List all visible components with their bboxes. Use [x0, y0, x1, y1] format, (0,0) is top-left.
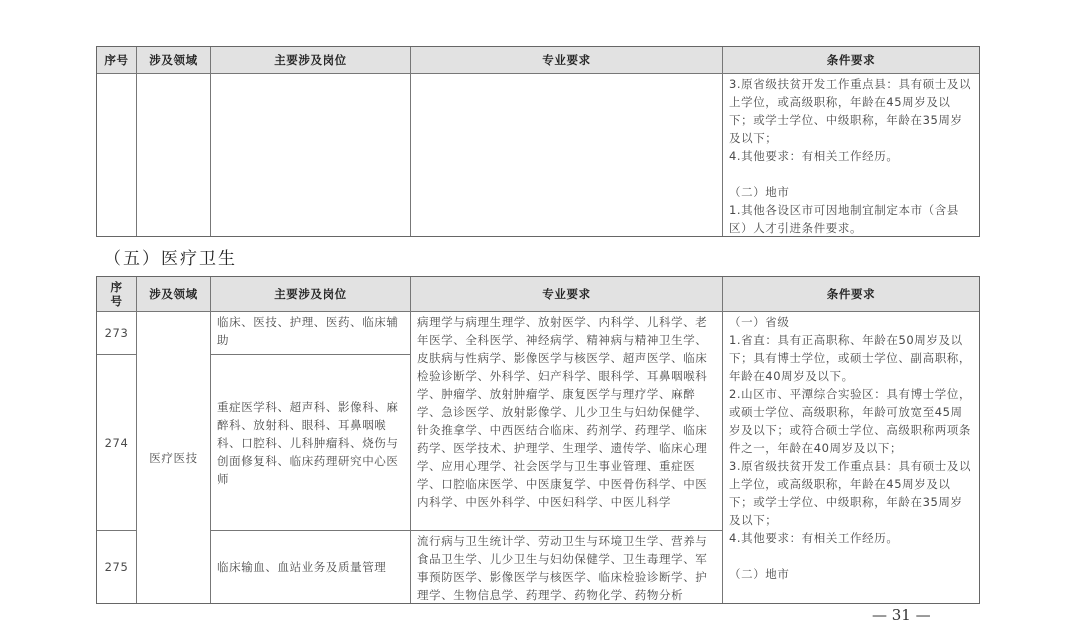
majors-275: 流行病与卫生统计学、劳动卫生与环境卫生学、营养与食品卫生学、儿少卫生与妇幼保健学、卫生毒理学、军事预防医学、影像医学与核医学、临床检验诊断学、护理学、生物信息学、药理学、药物化学、药物分析 [411, 531, 723, 603]
row-273-positions: 临床、医技、护理、医药、临床辅助 [211, 312, 411, 355]
conditions-cell: （一）省级 1.省直：具有正高职称、年龄在50周岁及以下；具有博士学位，或硕士学位、副高职称，年龄在40周岁及以下。 2.山区市、平潭综合实验区：具有博士学位，或硕士学位、高级职称，年龄可放宽至45周岁及以下；或符合硕士学位、高级职称两项条件之一，年龄在40周岁及以下； 3.原省级扶贫开发工作重点县：具有硕士及以上学位，或高级职称，年龄在45周岁及以下；或学士学位、中级职称，年龄在35周岁及以下； 4.其他要求：有相关工作经历。 （二）地市 [729, 315, 972, 581]
majors-273-274: 病理学与病理生理学、放射医学、内科学、儿科学、老年医学、全科医学、神经病学、精神病与精神卫生学、皮肤病与性病学、影像医学与核医学、超声医学、临床检验诊断学、外科学、妇产科学、眼科学、耳鼻咽喉科学、肿瘤学、放射肿瘤学、康复医学与理疗学、麻醉学、急诊医学、放射影像学、儿少卫生与妇幼保健学、针灸推拿学、中西医结合临床、药剂学、药理学、临床药学、医学技术、护理学、生理学、遗传学、临床心理学、应用心理学、社会医学与卫生事业管理、重症医学、口腔临床医学、中医康复学、中医骨伤科学、中医内科学、中医外科学、中医妇科学、中医儿科学 [411, 312, 723, 531]
header-conditions: 条件要求 [723, 47, 979, 74]
medical-table [96, 276, 980, 604]
header-seq: 序号 [97, 47, 137, 74]
field-cell [137, 74, 211, 236]
field-cell: 医疗医技 [137, 312, 211, 603]
row-274-positions: 重症医学科、超声科、影像科、麻醉科、放射科、眼科、耳鼻咽喉科、口腔科、儿科肿瘤科、烧伤与创面修复科、临床药理研究中心医师 [211, 355, 411, 531]
conditions-cell: 3.原省级扶贫开发工作重点县：具有硕士及以上学位，或高级职称，年龄在45周岁及以下；或学士学位、中级职称，年龄在35周岁及以下； 4.其他要求：有相关工作经历。 （二）地市 1.其他各设区市可因地制宜制定本市（含县区）人才引进条件要求。 [729, 77, 972, 235]
page-number: — 31 — [872, 606, 931, 624]
seq-cell [97, 74, 137, 236]
header-seq: 序 号 [97, 277, 137, 312]
header-majors: 专业要求 [411, 47, 723, 74]
header-positions: 主要涉及岗位 [211, 47, 411, 74]
header-positions: 主要涉及岗位 [211, 277, 411, 312]
row-275-seq: 275 [97, 531, 137, 603]
row-273-seq: 273 [97, 312, 137, 355]
section-title: （五）医疗卫生 [104, 249, 237, 269]
header-field: 涉及领域 [137, 47, 211, 74]
header-conditions: 条件要求 [723, 277, 979, 312]
top-table [96, 46, 980, 237]
header-majors: 专业要求 [411, 277, 723, 312]
majors-cell [411, 74, 723, 236]
positions-cell [211, 74, 411, 236]
row-275-positions: 临床输血、血站业务及质量管理 [211, 531, 411, 603]
row-274-seq: 274 [97, 355, 137, 531]
header-field: 涉及领域 [137, 277, 211, 312]
